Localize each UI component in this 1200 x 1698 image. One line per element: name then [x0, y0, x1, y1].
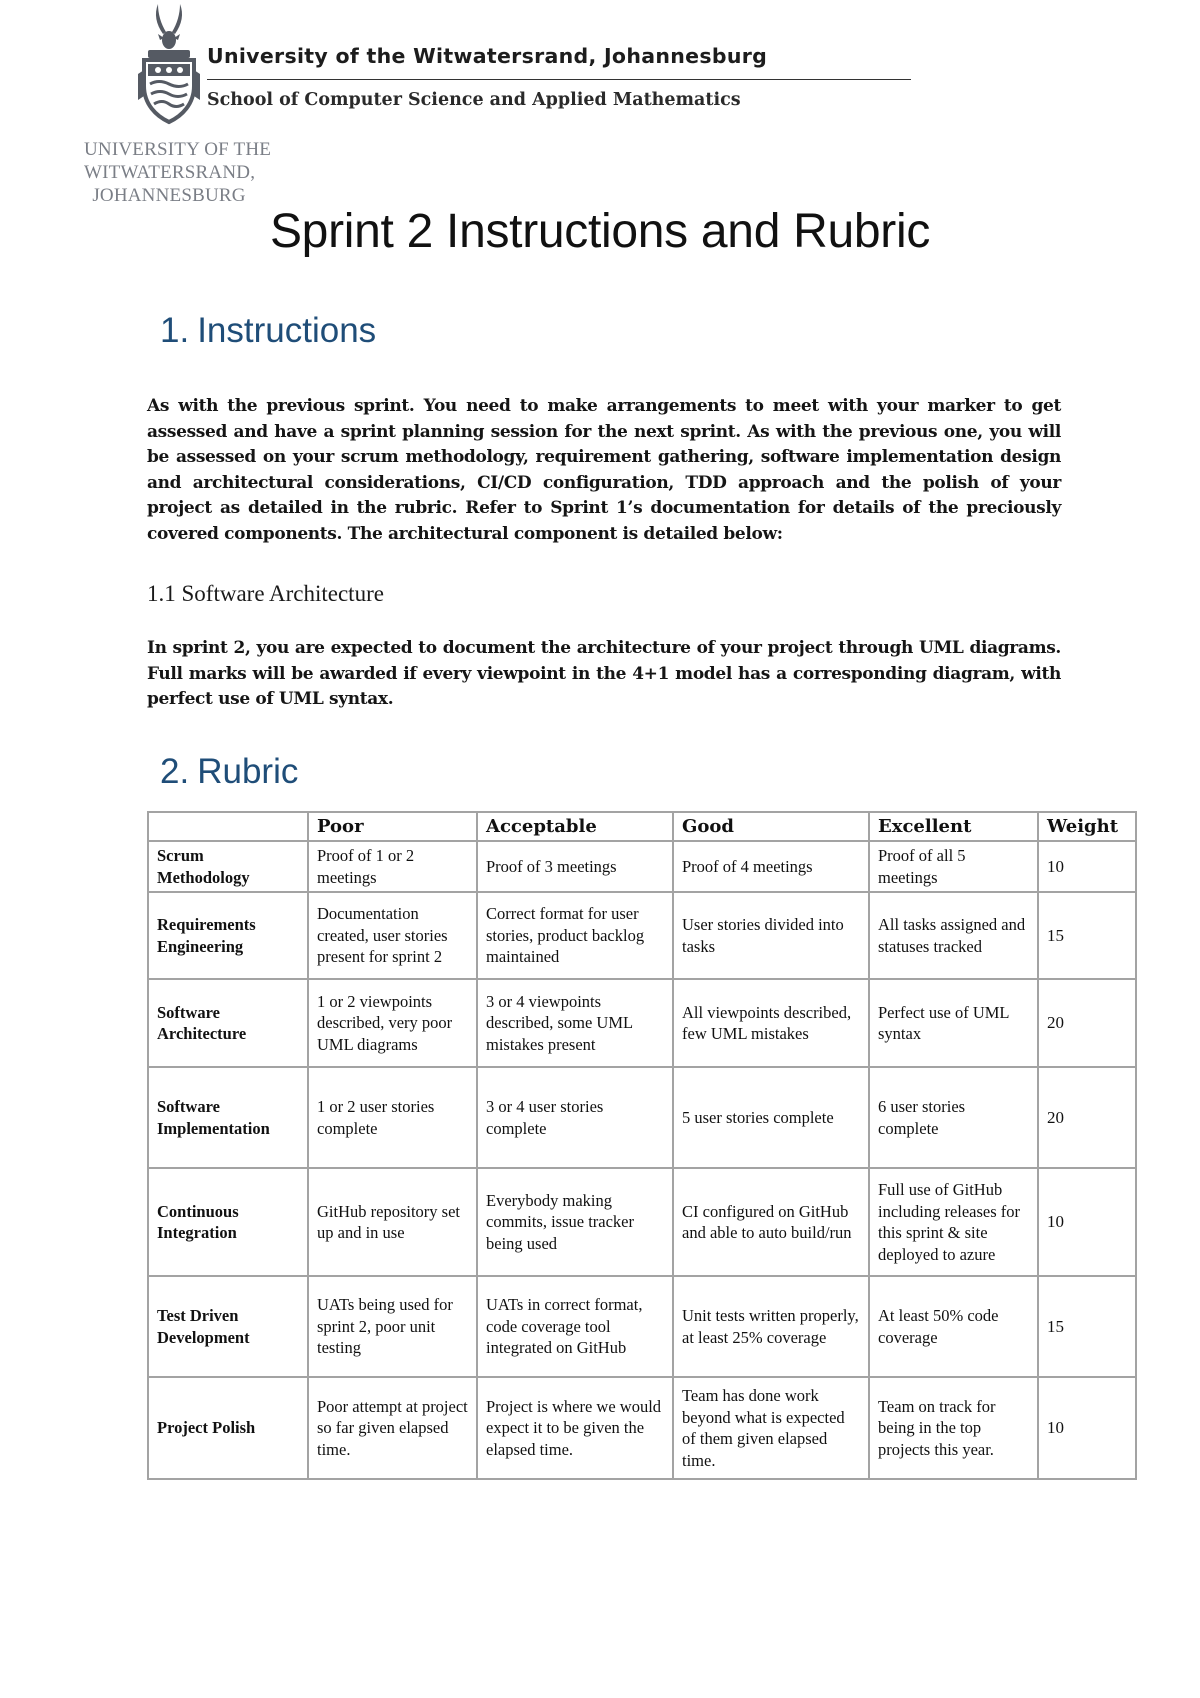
- criterion-cell: Project Polish: [148, 1377, 308, 1479]
- section-heading-instructions: [160, 311, 376, 351]
- section-title: Instructions: [197, 311, 377, 350]
- table-row: [148, 841, 1136, 892]
- criterion-cell: Requirements Engineering: [148, 892, 308, 979]
- acceptable-cell: Proof of 3 meetings: [477, 841, 673, 892]
- column-header: Excellent: [869, 812, 1038, 841]
- weight-cell: 10: [1038, 841, 1136, 892]
- column-header: [148, 812, 308, 841]
- section-number: 2.: [160, 752, 190, 791]
- weight-cell: 10: [1038, 1377, 1136, 1479]
- acceptable-cell: 3 or 4 viewpoints described, some UML mistakes present: [477, 979, 673, 1067]
- weight-cell: 15: [1038, 1276, 1136, 1377]
- table-header-row: [148, 812, 1136, 841]
- excellent-cell: Team on track for being in the top projects this year.: [869, 1377, 1038, 1479]
- section-heading-rubric: [160, 752, 298, 792]
- poor-cell: UATs being used for sprint 2, poor unit testing: [308, 1276, 477, 1377]
- column-header: Poor: [308, 812, 477, 841]
- table-row: [148, 892, 1136, 979]
- logo-line: UNIVERSITY OF THE: [84, 139, 272, 160]
- poor-cell: Documentation created, user stories present for sprint 2: [308, 892, 477, 979]
- university-name: University of the Witwatersrand, Johannesburg: [207, 44, 768, 68]
- good-cell: User stories divided into tasks: [673, 892, 869, 979]
- weight-cell: 10: [1038, 1168, 1136, 1276]
- table-row: [148, 1377, 1136, 1479]
- excellent-cell: Perfect use of UML syntax: [869, 979, 1038, 1067]
- column-header: Weight: [1038, 812, 1136, 841]
- weight-cell: 20: [1038, 979, 1136, 1067]
- poor-cell: Poor attempt at project so far given elapsed time.: [308, 1377, 477, 1479]
- criterion-cell: Software Implementation: [148, 1067, 308, 1168]
- logo-line: WITWATERSRAND,: [84, 162, 256, 183]
- criterion-cell: Test Driven Development: [148, 1276, 308, 1377]
- weight-cell: 20: [1038, 1067, 1136, 1168]
- poor-cell: 1 or 2 user stories complete: [308, 1067, 477, 1168]
- excellent-cell: 6 user stories complete: [869, 1067, 1038, 1168]
- excellent-cell: At least 50% code coverage: [869, 1276, 1038, 1377]
- poor-cell: GitHub repository set up and in use: [308, 1168, 477, 1276]
- good-cell: All viewpoints described, few UML mistakes: [673, 979, 869, 1067]
- good-cell: Team has done work beyond what is expected of them given elapsed time.: [673, 1377, 869, 1479]
- acceptable-cell: Everybody making commits, issue tracker being used: [477, 1168, 673, 1276]
- excellent-cell: Full use of GitHub including releases for this sprint & site deployed to azure: [869, 1168, 1038, 1276]
- good-cell: Unit tests written properly, at least 25% coverage: [673, 1276, 869, 1377]
- table-row: [148, 1276, 1136, 1377]
- weight-cell: 15: [1038, 892, 1136, 979]
- criterion-cell: Continuous Integration: [148, 1168, 308, 1276]
- document-title: Sprint 2 Instructions and Rubric: [269, 205, 931, 258]
- good-cell: 5 user stories complete: [673, 1067, 869, 1168]
- acceptable-cell: UATs in correct format, code coverage tool integrated on GitHub: [477, 1276, 673, 1377]
- table-row: [148, 1067, 1136, 1168]
- column-header: Good: [673, 812, 869, 841]
- acceptable-cell: 3 or 4 user stories complete: [477, 1067, 673, 1168]
- poor-cell: 1 or 2 viewpoints described, very poor UML diagrams: [308, 979, 477, 1067]
- rubric-table: [147, 811, 1137, 1480]
- acceptable-cell: Correct format for user stories, product backlog maintained: [477, 892, 673, 979]
- criterion-cell: Scrum Methodology: [148, 841, 308, 892]
- good-cell: Proof of 4 meetings: [673, 841, 869, 892]
- table-row: [148, 979, 1136, 1067]
- column-header: Acceptable: [477, 812, 673, 841]
- school-name: School of Computer Science and Applied Mathematics: [207, 90, 741, 110]
- architecture-paragraph: In sprint 2, you are expected to document the architecture of your project through UML diagrams. Full marks will be awarded if every viewpoint in the 4+1 model has a corresponding diagram, with perfect use of UML syntax.: [147, 638, 1061, 710]
- subsection-heading: 1.1 Software Architecture: [147, 581, 384, 606]
- poor-cell: Proof of 1 or 2 meetings: [308, 841, 477, 892]
- instructions-paragraph: As with the previous sprint. You need to make arrangements to meet with your marker to get assessed and have a sprint planning session for the next sprint. As with the previous one, you will be assessed on your scrum methodology, requirement gathering, software implementation design and architectural considerations, CI/CD configuration, TDD approach and the polish of your project as detailed in the rubric. Refer to Sprint 1’s documentation for details of the preciously covered components. The architectural component is detailed below:: [147, 396, 1061, 544]
- excellent-cell: Proof of all 5 meetings: [869, 841, 1038, 892]
- table-row: [148, 1168, 1136, 1276]
- excellent-cell: All tasks assigned and statuses tracked: [869, 892, 1038, 979]
- section-number: 1.: [160, 311, 190, 350]
- logo-wordmark: [84, 138, 272, 207]
- logo-line: JOHANNESBURG: [92, 185, 246, 206]
- section-title: Rubric: [197, 752, 299, 791]
- university-crest-icon: [134, 4, 204, 129]
- good-cell: CI configured on GitHub and able to auto build/run: [673, 1168, 869, 1276]
- criterion-cell: Software Architecture: [148, 979, 308, 1067]
- acceptable-cell: Project is where we would expect it to be given the elapsed time.: [477, 1377, 673, 1479]
- header-divider: [207, 79, 911, 80]
